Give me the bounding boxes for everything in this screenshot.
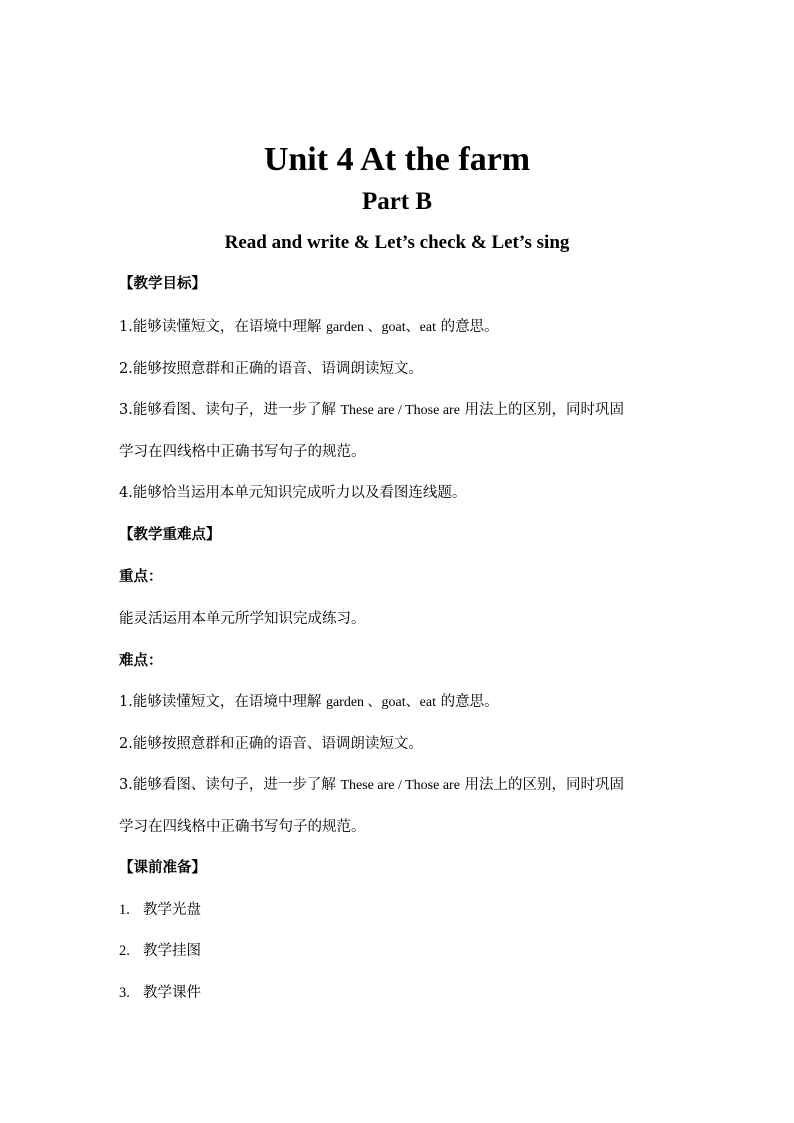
- difficulty-item-3-post: 用法上的区别，同时巩固: [459, 777, 625, 793]
- preparation-heading: 【课前准备】: [119, 859, 206, 876]
- difficulty-item-1-pre: 1.能够读懂短文，在语境中理解: [119, 694, 326, 710]
- difficulty-item-3: [119, 774, 719, 797]
- goal-item-1: [119, 316, 719, 339]
- goal-item-1-pre: 1.能够读懂短文，在语境中理解: [119, 319, 326, 335]
- preparation-item-1: [119, 899, 719, 921]
- difficulty-item-1-post: 的意思。: [435, 694, 499, 710]
- preparation-item-1-text: 教学光盘: [143, 902, 201, 918]
- focus-text: 能灵活运用本单元所学知识完成练习。: [119, 611, 366, 627]
- goal-item-1-en: garden 、goat、eat: [325, 320, 436, 335]
- goal-item-2: 2.能够按照意群和正确的语音、语调朗读短文。: [119, 361, 423, 377]
- preparation-item-2-num: 2.: [119, 943, 130, 959]
- goal-item-3-pre: 3.能够看图、读句子，进一步了解: [119, 402, 341, 418]
- goal-item-1-post: 的意思。: [435, 319, 499, 335]
- preparation-item-3-num: 3.: [119, 985, 130, 1001]
- preparation-item-3-text: 教学课件: [143, 985, 201, 1001]
- goals-heading: 【教学目标】: [119, 275, 206, 292]
- focus-label: 重点：: [119, 568, 163, 585]
- goal-item-3: [119, 399, 719, 422]
- part-title: Part B: [361, 188, 433, 215]
- key-points-heading: 【教学重难点】: [119, 526, 221, 543]
- lesson-subtitle: Read and write & Let’s check & Let’s sing: [224, 232, 570, 253]
- difficulty-item-3-en: These are / Those are: [340, 778, 460, 793]
- difficulty-item-3-pre: 3.能够看图、读句子，进一步了解: [119, 777, 341, 793]
- preparation-item-1-num: 1.: [119, 902, 130, 918]
- goal-item-3-post: 用法上的区别，同时巩固: [459, 402, 625, 418]
- goal-item-4: 4.能够恰当运用本单元知识完成听力以及看图连线题。: [119, 485, 467, 501]
- page-title: Unit 4 At the farm: [263, 141, 531, 178]
- difficulty-item-3-cont: 学习在四线格中正确书写句子的规范。: [119, 819, 366, 835]
- goal-item-3-en: These are / Those are: [340, 403, 460, 418]
- difficulty-label: 难点：: [119, 652, 163, 669]
- preparation-item-2: [119, 940, 719, 962]
- difficulty-item-1-en: garden 、goat、eat: [325, 695, 436, 710]
- difficulty-item-1: [119, 691, 719, 714]
- preparation-item-3: [119, 982, 719, 1004]
- goal-item-3-cont: 学习在四线格中正确书写句子的规范。: [119, 444, 366, 460]
- difficulty-item-2: 2.能够按照意群和正确的语音、语调朗读短文。: [119, 736, 423, 752]
- preparation-item-2-text: 教学挂图: [143, 943, 201, 959]
